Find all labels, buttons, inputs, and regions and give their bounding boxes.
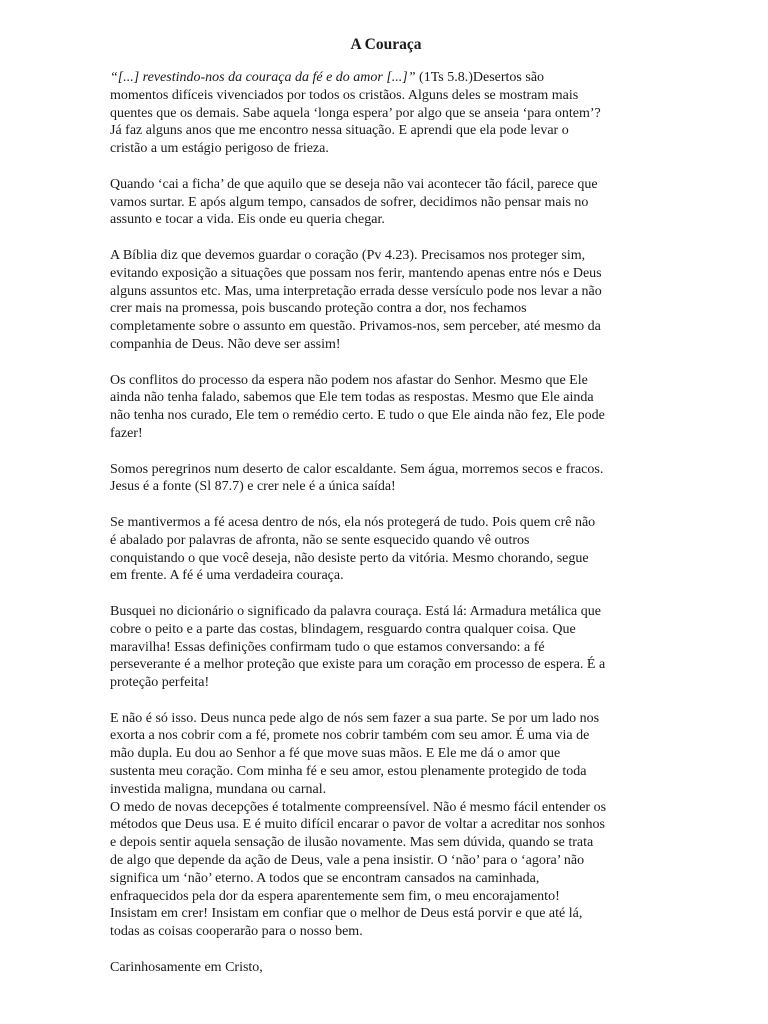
- paragraph-3: [110, 247, 662, 354]
- paragraph-7: [110, 603, 662, 692]
- paragraph-4: [110, 372, 662, 443]
- paragraph-line: maravilha! Essas definições confirmam tudo o que estamos conversando: a fé: [110, 639, 545, 655]
- paragraph-line: completamente sobre o assunto em questão. Privamos-nos, sem perceber, até mesmo da: [110, 319, 601, 335]
- paragraph-line: [110, 69, 662, 87]
- paragraph-line: ainda não tenha falado, sabemos que Ele tem todas as respostas. Mesmo que Ele ainda: [110, 390, 594, 406]
- paragraph-line: significa um ‘não’ eterno. A todos que se encontram cansados na caminhada,: [110, 870, 540, 886]
- paragraph-line: crer mais na promessa, pois buscando proteção contra a dor, nos fechamos: [110, 301, 527, 317]
- paragraph-line: companhia de Deus. Não deve ser assim!: [110, 336, 341, 352]
- paragraph-line: Os conflitos do processo da espera não podem nos afastar do Senhor. Mesmo que Ele: [110, 372, 588, 388]
- paragraph-line: Busquei no dicionário o significado da palavra couraça. Está lá: Armadura metálica que: [110, 603, 601, 619]
- document-title: A Couraça: [350, 36, 422, 53]
- paragraph-line: é abalado por palavras de afronta, não se sente esquecido quando vê outros: [110, 532, 530, 548]
- paragraph-line: perseverante é a melhor proteção que existe para um coração em processo de espera. É a: [110, 657, 606, 673]
- paragraph-line: sustenta meu coração. Com minha fé e seu amor, estou plenamente protegido de toda: [110, 764, 587, 780]
- paragraph-line: Quando ‘cai a ficha’ de que aquilo que se deseja não vai acontecer tão fácil, parece que: [110, 176, 598, 192]
- document-page: [110, 34, 662, 977]
- paragraph-line: quentes que os demais. Sabe aquela ‘longa espera’ por algo que se anseia ‘para ontem’?: [110, 105, 601, 121]
- paragraph-9: [110, 799, 662, 941]
- paragraph-line: de algo que depende da ação de Deus, vale a pena insistir. O ‘não’ para o ‘agora’ não: [110, 853, 585, 869]
- paragraph-line: exorta a nos cobrir com a fé, promete nos cobrir também com seu amor. É uma via de: [110, 728, 590, 744]
- paragraph-line: Insistam em crer! Insistam em confiar que o melhor de Deus está porvir e que até lá,: [110, 906, 583, 922]
- closing: [110, 959, 662, 977]
- paragraph-8: [110, 710, 662, 799]
- bible-quote: “[...] revestindo-nos da couraça da fé e do amor [...]”: [110, 70, 416, 85]
- paragraph-6: [110, 514, 662, 585]
- paragraph-line: vamos surtar. E após algum tempo, cansados de sofrer, decidimos não pensar mais no: [110, 194, 589, 210]
- paragraph-line: O medo de novas decepções é totalmente compreensível. Não é mesmo fácil entender os: [110, 799, 607, 815]
- paragraph-line: métodos que Deus usa. E é muito difícil encarar o pavor de voltar a acreditar nos sonhos: [110, 817, 605, 833]
- paragraph-1: [110, 69, 662, 158]
- paragraph-line: assunto e tocar a vida. Eis onde eu queria chegar.: [110, 212, 385, 228]
- paragraph-line: investida maligna, mundana ou carnal.: [110, 781, 327, 797]
- closing-line: Carinhosamente em Cristo,: [110, 959, 263, 975]
- paragraph-line: fazer!: [110, 425, 143, 441]
- paragraph-line: proteção perfeita!: [110, 675, 210, 691]
- paragraph-line: E não é só isso. Deus nunca pede algo de nós sem fazer a sua parte. Se por um lado nos: [110, 710, 600, 726]
- paragraph-line: Jesus é a fonte (Sl 87.7) e crer nele é a única saída!: [110, 479, 396, 495]
- paragraph-line: alguns assuntos etc. Mas, uma interpretação errada desse versículo pode nos levar a não: [110, 283, 602, 299]
- paragraph-line: momentos difíceis vivenciados por todos os cristãos. Alguns deles se mostram mais: [110, 87, 579, 103]
- paragraph-line: e depois sentir aquela sensação de ilusão novamente. Mas sem dúvida, quando se trata: [110, 835, 594, 851]
- quote-reference: (1Ts 5.8.)Desertos são: [415, 70, 545, 85]
- paragraph-line: conquistando o que você deseja, não desiste perto da vitória. Mesmo chorando, segue: [110, 550, 589, 566]
- paragraph-line: Se mantivermos a fé acesa dentro de nós, ela nós protegerá de tudo. Pois quem crê não: [110, 514, 596, 530]
- paragraph-line: Somos peregrinos num deserto de calor escaldante. Sem água, morremos secos e fracos.: [110, 461, 604, 477]
- paragraph-line: evitando exposição a situações que possam nos ferir, mantendo apenas entre nós e Deus: [110, 265, 602, 281]
- paragraph-line: cristão a um estágio perigoso de frieza.: [110, 141, 329, 157]
- paragraph-line: em frente. A fé é uma verdadeira couraça.: [110, 568, 344, 584]
- paragraph-line: mão dupla. Eu dou ao Senhor a fé que move suas mãos. E Ele me dá o amor que: [110, 746, 561, 762]
- paragraph-line: A Bíblia diz que devemos guardar o coração (Pv 4.23). Precisamos nos proteger sim,: [110, 247, 586, 263]
- paragraph-5: [110, 461, 662, 497]
- paragraph-line: cobre o peito e a parte das costas, blindagem, resguardo contra qualquer coisa. Que: [110, 621, 576, 637]
- paragraph-2: [110, 176, 662, 229]
- paragraph-line: não tenha nos curado, Ele tem o remédio certo. E tudo o que Ele ainda não fez, Ele pode: [110, 408, 605, 424]
- paragraph-line: todas as coisas cooperarão para o nosso bem.: [110, 924, 363, 940]
- paragraph-line: enfraquecidos pela dor da espera aparentemente sem fim, o meu encorajamento!: [110, 888, 560, 904]
- paragraph-line: Já faz alguns anos que me encontro nessa situação. E aprendi que ela pode levar o: [110, 123, 569, 139]
